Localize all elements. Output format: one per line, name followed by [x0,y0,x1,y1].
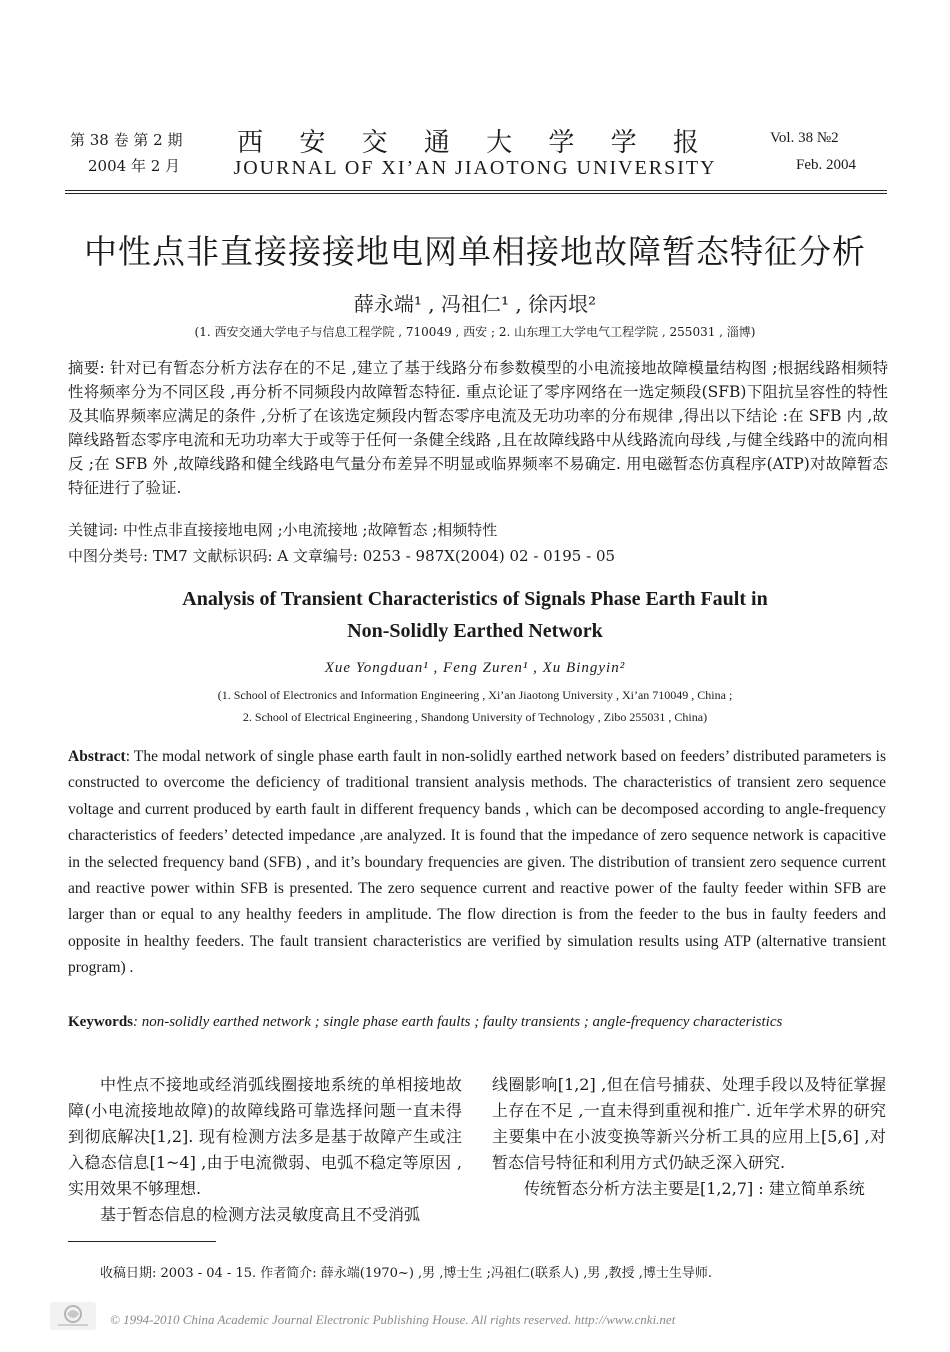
volume-issue-cn: 第 38 卷 第 2 期 [70,131,183,149]
affiliation-cn: (1. 西安交通大学电子与信息工程学院 , 710049 , 西安 ; 2. 山东理工大学电气工程学院 , 255031 , 淄博) [194,325,756,339]
paper-title-cn: 中性点非直接接接地电网单相接地故障暂态特征分析 [84,232,866,271]
body-column-left [68,1072,462,1228]
date-en: Feb. 2004 [796,157,856,173]
body-paragraph: 传统暂态分析方法主要是[1,2,7] : 建立简单系统 [524,1179,865,1198]
abstract-en-text: : The modal network of single phase earth fault in non-solidly earthed network based on feeders’ distributed parameters is constructed to overcome the deficiency of traditional transient analysis methods. The characteristics of transient zero sequence voltage and current produced by earth fault in different frequency bands , which can be decomposed according to angle-frequency characteristics of feeders’ detected impedance ,are analyzed. It is found that the impedance of zero sequence network is capacitive in the selected frequency band (SFB) , and it’s boundary frequencies are given. The distribution of transient zero sequence current and reactive power within SFB is presented. The zero sequence current and reactive power of the faulty feeder within SFB are larger than or equal to any healthy feeders in amplitude. The flow direction is from the feeder to the bus in faulty feeders and opposite in healthy feeders. The fault transient characteristics are verified by simulation results using ATP (alternative transient program) . [68,748,886,977]
body-paragraph: 基于暂态信息的检测方法灵敏度高且不受消弧 [100,1205,421,1224]
date-cn: 2004 年 2 月 [88,157,181,175]
cnki-logo-icon [50,1302,96,1330]
footnote-rule [68,1241,216,1242]
header-rule-bottom [65,193,887,194]
affiliation-en-1: (1. School of Electronics and Information Engineering , Xi’an Jiaotong University , Xi’an 710049 , China ; [217,688,733,702]
footnote: 收稿日期: 2003 - 04 - 15. 作者简介: 薛永端(1970~) ,男 ,博士生 ;冯祖仁(联系人) ,男 ,教授 ,博士生导师. [100,1266,713,1281]
keywords-cn: 关键词: 中性点非直接接地电网 ;小电流接地 ;故障暂态 ;相频特性 [68,521,498,539]
volume-issue-en: Vol. 38 №2 [770,130,839,146]
abstract-en [68,744,886,982]
journal-title-en: JOURNAL OF XI’AN JIAOTONG UNIVERSITY [233,157,717,179]
header-rule-top [65,190,887,191]
paper-title-en-line2: Non-Solidly Earthed Network [347,620,603,642]
journal-title-cn: 西 安 交 通 大 学 学 报 [237,128,713,158]
body-paragraph: 线圈影响[1,2] ,但在信号捕获、处理手段以及特征掌握上存在不足 ,一直未得到重视和推广. 近年学术界的研究主要集中在小波变换等新兴分析工具的应用上[5,6] ,对暂态信号特征和利用方式仍缺乏深入研究. [492,1075,886,1172]
keywords-en-label: Keywords [68,1014,133,1030]
affiliation-en-2: 2. School of Electrical Engineering , Shandong University of Technology , Zibo 255031 , China) [242,710,708,724]
keywords-en [68,1010,886,1034]
authors-en: Xue Yongduan¹ , Feng Zuren¹ , Xu Bingyin² [324,660,626,676]
abstract-en-label: Abstract [68,748,126,765]
body-paragraph: 中性点不接地或经消弧线圈接地系统的单相接地故障(小电流接地故障)的故障线路可靠选择问题一直未得到彻底解决[1,2]. 现有检测方法多是基于故障产生或注入稳态信息[1~4] ,由于电流微弱、电弧不稳定等原因 ,实用效果不够理想. [68,1075,462,1198]
paper-title-en-line1: Analysis of Transient Characteristics of Signals Phase Earth Fault in [182,588,768,610]
body-column-right [492,1072,886,1202]
abstract-cn: 摘要: 针对已有暂态分析方法存在的不足 ,建立了基于线路分布参数模型的小电流接地故障模量结构图 ;根据线路相频特性将频率分为不同区段 ,再分析不同频段内故障暂态特征. 重点论证了零序网络在一选定频段(SFB)下阻抗呈容性的特性及其临界频率应满足的条件 ,分析了在该选定频段内暂态零序电流及无功功率的分布规律 ,得出以下结论 :在 SFB 内 ,故障线路暂态零序电流和无功功率大于或等于任何一条健全线路 ,且在故障线路中从线路流向母线 ,与健全线路中的流向相反 ;在 SFB 外 ,故障线路和健全线路电气量分布差异不明显或临界频率不易确定. 用电磁暂态仿真程序(ATP)对故障暂态特征进行了验证. [68,359,888,497]
copyright-notice: © 1994-2010 China Academic Journal Electronic Publishing House. All rights reserved. http://www.cnki.net [110,1312,676,1327]
keywords-en-text: : non-solidly earthed network ; single phase earth faults ; faulty transients ; angle-frequency characteristics [133,1014,783,1030]
classification-cn: 中图分类号: TM7 文献标识码: A 文章编号: 0253 - 987X(2004) 02 - 0195 - 05 [68,547,616,565]
authors-cn: 薛永端¹ , 冯祖仁¹ , 徐丙垠² [353,292,597,316]
